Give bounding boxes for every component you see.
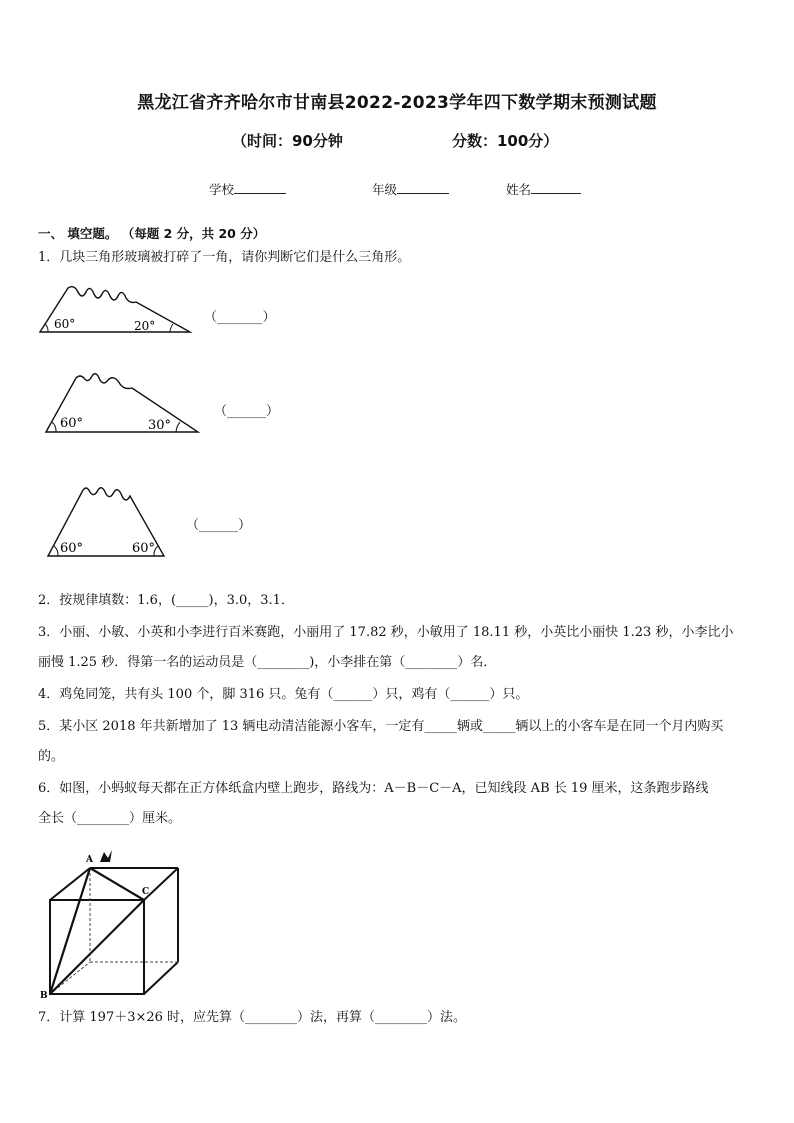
name-field	[506, 180, 581, 198]
name-blank	[531, 180, 581, 194]
page-title: 黑龙江省齐齐哈尔市甘南县2022-2023学年四下数学期末预测试题	[137, 93, 657, 113]
angle-label-left: 60°	[60, 541, 84, 556]
answer-blank-fig2: （______）	[214, 404, 280, 419]
question-4: 4．鸡兔同笼，共有头 100 个，脚 316 只。兔有（______）只，鸡有（______）只。	[38, 687, 529, 702]
ant-icon	[100, 850, 112, 862]
broken-triangle-figure-2	[42, 370, 204, 436]
angle-label-right: 60°	[132, 541, 156, 556]
cube-figure	[38, 840, 188, 1000]
angle-arc-right	[170, 324, 173, 332]
angle-label-left: 60°	[54, 317, 76, 331]
angle-arc-left	[52, 422, 56, 432]
vertex-label-c: C	[142, 887, 150, 897]
section-title: 一、 填空题。	[38, 226, 118, 241]
section-note: （每题 2 分，共 20 分）	[121, 226, 266, 241]
vertex-label-b: B	[40, 991, 48, 1000]
question-6-line-2: 全长（________）厘米。	[38, 811, 182, 826]
section-heading	[38, 224, 265, 242]
broken-triangle-figure-3	[44, 482, 168, 560]
question-5-line-2: 的。	[38, 749, 65, 764]
exam-score: 分数：100分）	[452, 132, 559, 150]
grade-label: 年级	[372, 182, 398, 197]
vertex-label-a: A	[86, 855, 93, 865]
angle-arc-left	[45, 324, 48, 332]
answer-blank-fig1: （_______）	[204, 310, 276, 325]
angle-arc-left	[54, 546, 58, 556]
question-2: 2．按规律填数：1.6，(_____)，3.0，3.1．	[38, 593, 294, 608]
question-1: 1．几块三角形玻璃被打碎了一角，请你判断它们是什么三角形。	[38, 250, 411, 265]
school-blank	[234, 180, 286, 194]
exam-time: （时间：90分钟	[232, 132, 343, 150]
question-3-line-2: 丽慢 1.25 秒．得第一名的运动员是（________)，小李排在第（________）名．	[38, 655, 497, 670]
question-7: 7．计算 197＋3×26 时，应先算（________）法，再算（________）法。	[38, 1010, 467, 1025]
answer-blank-fig3: （______）	[186, 518, 252, 533]
path-segment-ca	[90, 868, 144, 900]
name-label: 姓名	[506, 182, 532, 197]
cube-edge	[144, 962, 178, 994]
angle-label-left: 60°	[60, 416, 84, 431]
school-field	[209, 180, 286, 198]
question-3-line-1: 3．小丽、小敏、小英和小李进行百米赛跑，小丽用了 17.82 秒，小敏用了 18.11 秒，小英比小丽快 1.23 秒，小李比小	[38, 625, 734, 640]
question-6-line-1: 6．如图，小蚂蚁每天都在正方体纸盒内壁上跑步，路线为：A－B－C－A，已知线段 AB 长 19 厘米，这条跑步路线	[38, 781, 709, 796]
angle-label-right: 20°	[134, 319, 156, 333]
grade-blank	[397, 180, 449, 194]
angle-label-right: 30°	[148, 418, 172, 433]
broken-triangle-figure-1	[36, 284, 196, 336]
school-label: 学校	[209, 182, 235, 197]
question-5-line-1: 5．某小区 2018 年共新增加了 13 辆电动清洁能源小客车，一定有_____辆或_____辆以上的小客车是在同一个月内购买	[38, 719, 724, 734]
grade-field	[372, 180, 449, 198]
angle-arc-right	[176, 422, 180, 432]
